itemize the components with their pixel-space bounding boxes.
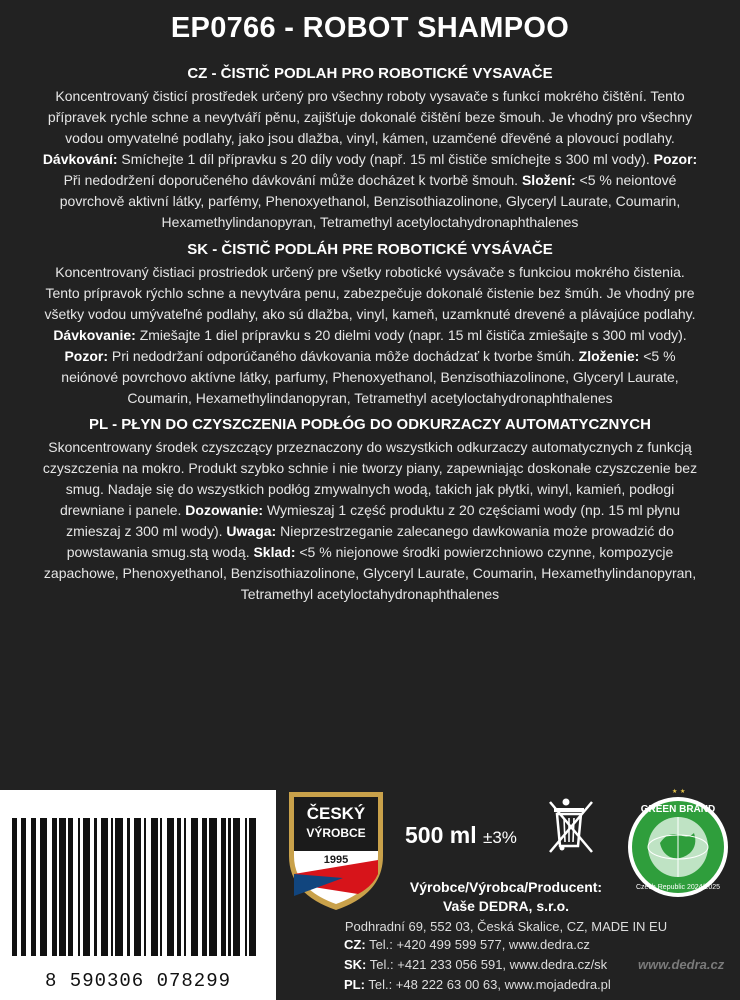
badge-line2: VÝROBCE [306,826,366,840]
barcode-bar [233,818,240,956]
barcode-bar [256,818,261,956]
composition-label: Složení: [521,172,576,188]
contact-pl [344,976,611,994]
barcode-bar [209,818,216,956]
producer-address: Podhradní 69, 552 03, Česká Skalice, CZ, MADE IN EU [344,919,668,934]
barcode-bar [40,818,47,956]
section-heading-cz: CZ - ČISTIČ PODLAH PRO ROBOTICKÉ VYSAVAČE [187,65,553,82]
seal-top-text: GREEN BRAND [640,804,716,815]
barcode-bar [249,818,256,956]
barcode-bar [115,818,122,956]
svg-text:★: ★ [672,788,678,795]
producer-label: Výrobce/Výrobca/Producent: [409,879,603,895]
composition-label: Sklad: [253,544,296,560]
composition-text: <5 % niejonowe środki powierzchniowo czynne, kompozycje zapachowe, Phenoxyethanol, Benzisothiazolinone, Glyceryl Laurate, Coumarin, Hexamethylindanopyran, Tetramethyl acetyloctahydronaphthalenes [43,544,697,602]
contact-label: CZ: [344,937,366,952]
warning-text: Při nedodržení doporučeného dávkování může docházet k tvorbě šmouh. [63,172,519,188]
section-pl [40,414,700,605]
dose-label: Dozowanie: [185,502,264,518]
dose-text: Wymieszaj 1 część produktu z 20 częściami wody (np. 15 ml płynu zmieszaj z 300 ml wody). [66,502,681,539]
trash-bin-crossed-icon [548,796,594,854]
contact-text: Tel.: +421 233 056 591, www.dedra.cz/sk [369,957,608,972]
badge-line1: ČESKÝ [306,804,366,823]
warning-label: Pozor: [653,151,698,167]
barcode-bar [151,818,158,956]
barcode-bar [101,818,108,956]
dose-label: Dávkování: [42,151,118,167]
barcode-bars [12,818,262,956]
intro-text: Koncentrovaný čisticí prostředek určený pro všechny roboty vysavače s funkcí mokrého čištění. Tento přípravek rychle schne a nevytváří pěnu, zajišťuje dokonalé čištění beze šmouh. Je vhodný pro všechny vodou omyvatelné podlahy, jako jsou dlažba, vinyl, kámen, uzamčené dřevěné a plovoucí podlahy. [47,88,693,146]
warning-label: Uwaga: [226,523,277,539]
section-heading-sk: SK - ČISTIČ PODLÁH PRE ROBOTICKÉ VYSÁVAČE [187,241,553,258]
volume-label [405,822,517,849]
producer-company: Vaše DEDRA, s.r.o. [442,898,570,914]
section-sk [40,239,700,409]
contact-label: PL: [344,977,365,992]
badge-year: 1995 [323,854,349,866]
dose-text: Zmiešajte 1 diel prípravku s 20 dielmi vody (napr. 15 ml čističa zmiešajte s 300 ml vody). [139,327,687,343]
section-heading-pl: PL - PŁYN DO CZYSZCZENIA PODŁÓG DO ODKURZACZY AUTOMATYCZNYCH [89,416,651,433]
volume-tolerance: ±3% [483,828,517,847]
barcode-bar [134,818,141,956]
section-cz [40,63,700,233]
contact-text: Tel.: +48 222 63 00 63, www.mojadedra.pl [368,977,611,992]
contact-cz [344,936,590,954]
producer-heading [296,878,716,916]
svg-text:★: ★ [680,788,686,795]
composition-label: Zloženie: [578,348,640,364]
warning-text: Pri nedodržaní odporúčaného dávkovania môže dochádzať k tvorbe šmúh. [111,348,575,364]
composition-text: <5 % neiontové povrchově aktivní látky, parfémy, Phenoxyethanol, Benzisothiazolinone, Glyceryl Laurate, Coumarin, Hexamethylindanopyran, Tetramethyl acetyloctahydronaphthalenes [59,172,681,230]
warning-text: Nieprzestrzeganie zalecanego dawkowania może prowadzić do powstawania smug.stą wodą. [66,523,674,560]
watermark: www.dedra.cz [638,957,725,972]
barcode-bar [167,818,174,956]
barcode-bar [191,818,198,956]
section-body-sk [40,262,700,409]
composition-text: <5 % neiónové povrchovo aktívne látky, parfumy, Phenoxyethanol, Benzisothiazolinone, Glyceryl Laurate, Coumarin, Hexamethylindanopyran, Tetramethyl acetyloctahydronaphthalenes [61,348,679,406]
intro-text: Koncentrovaný čistiaci prostriedok určený pre všetky robotické vysávače s funkciou mokrého čistenia. Tento prípravok rýchlo schne a nevytvára penu, zabezpečuje dokonalé čistenie bez šmúh. Je vhodný pre všetky vodou umývateľné podlahy, ako sú dlažba, vinyl, kameň, uzamknuté drevené a plávajúce podlahy. [44,264,696,322]
intro-text: Skoncentrowany środek czyszczący przeznaczony do wszystkich odkurzaczy automatycznych z funkcją czyszczenia na mokro. Produkt szybko schnie i nie tworzy piany, zapewniając doskonałe czyszczenie bez smug. Nadaje się do wszystkich podłóg zmywalnych wodą, takich jak płytki, winyl, kamień, podłogi drewniane i panele. [42,439,698,518]
contact-text: Tel.: +420 499 599 577, www.dedra.cz [369,937,590,952]
barcode [0,790,276,1000]
section-body-cz [40,86,700,233]
barcode-bar [59,818,66,956]
warning-label: Pozor: [64,348,109,364]
section-body-pl [40,437,700,605]
barcode-digits: 8 590306 078299 [44,970,232,992]
contact-sk [344,956,607,974]
dose-label: Dávkovanie: [53,327,136,343]
contact-label: SK: [344,957,367,972]
barcode-bar [83,818,90,956]
seal-bottom-text: Czech Republic 2024/2025 [635,884,721,891]
dose-text: Smíchejte 1 díl přípravku s 20 díly vody (např. 15 ml čističe smíchejte s 300 ml vody). [121,151,650,167]
volume-amount: 500 ml [405,822,477,848]
product-title: EP0766 - ROBOT SHAMPOO [170,12,570,44]
